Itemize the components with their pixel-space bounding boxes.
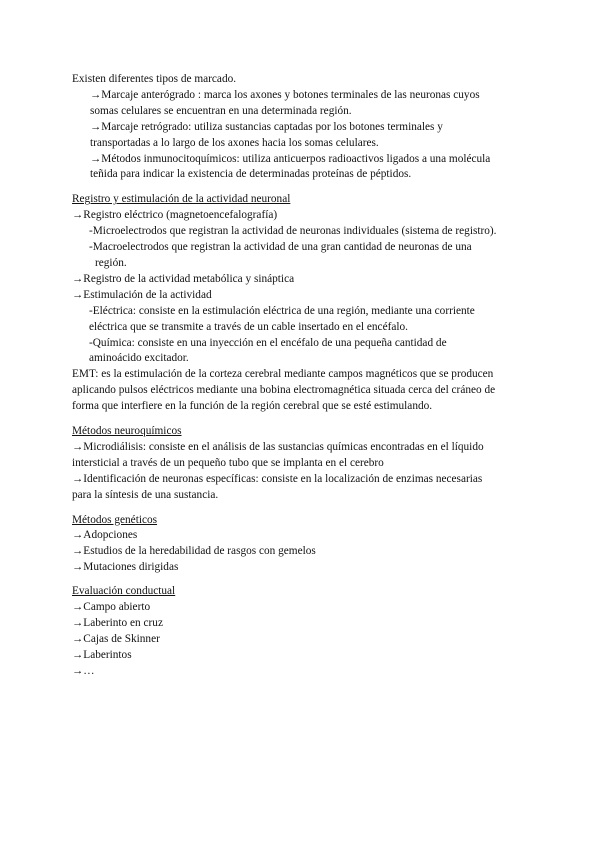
identificacion-line-1: →Identificación de neuronas específicas: consiste en la localización de enzimas necesarias [72, 472, 483, 485]
conductual-item: →Laberintos [72, 648, 132, 661]
section-gap [72, 415, 532, 424]
genetico-item: →Estudios de la heredabilidad de rasgos con gemelos [72, 545, 316, 558]
inmunocitoquimicos-line-2: teñida para indicar la existencia de determinadas proteínas de péptidos. [90, 168, 412, 181]
estimulacion-electrica-line-1: -Eléctrica: consiste en la estimulación eléctrica de una región, mediante una corriente [89, 304, 475, 317]
inmunocitoquimicos-line-1: →Métodos inmunocitoquímicos: utiliza anticuerpos radioactivos ligados a una molécula [90, 152, 491, 165]
microdialisis-line-1: →Microdiálisis: consiste en el análisis de las sustancias químicas encontradas en el líquido [72, 440, 484, 453]
marcado-intro: Existen diferentes tipos de marcado. [72, 73, 237, 85]
document-body [72, 72, 532, 680]
macroelectrodos-line-1: -Macroelectrodos que registran la actividad de una gran cantidad de neuronas de una [89, 241, 472, 254]
section-gap [72, 183, 532, 192]
conductual-item: →Campo abierto [72, 601, 151, 614]
marcaje-retrogrado-line-2: transportadas a lo largo de los axones hacia los somas celulares. [90, 136, 379, 149]
genetico-item: →Adopciones [72, 529, 138, 542]
registro-heading: Registro y estimulación de la actividad neuronal [72, 193, 291, 206]
neuroquimicos-heading: Métodos neuroquímicos [72, 425, 182, 438]
registro-metabolica: →Registro de la actividad metabólica y sináptica [72, 272, 295, 285]
registro-electrico: →Registro eléctrico (magnetoencefalografía) [72, 209, 278, 222]
estimulacion-quimica-line-2: aminoácido excitador. [89, 352, 189, 365]
section-gap [72, 504, 532, 513]
conductual-heading: Evaluación conductual [72, 585, 176, 598]
geneticos-heading: Métodos genéticos [72, 513, 158, 526]
genetico-item: →Mutaciones dirigidas [72, 561, 179, 574]
emt-line-1: EMT: es la estimulación de la corteza cerebral mediante campos magnéticos que se producen [72, 368, 494, 381]
section-gap [72, 576, 532, 584]
microdialisis-line-2: intersticial a través de un pequeño tubo que se implanta en el cerebro [72, 456, 384, 469]
marcaje-retrogrado-line-1: →Marcaje retrógrado: utiliza sustancias captadas por los botones terminales y [90, 120, 443, 133]
conductual-item: →Cajas de Skinner [72, 632, 160, 645]
identificacion-line-2: para la síntesis de una sustancia. [72, 488, 219, 501]
marcaje-anterogrado-line-2: somas celulares se encuentran en una determinada región. [90, 104, 352, 117]
estimulacion-electrica-line-2: eléctrica que se transmite a través de un cable insertado en el encéfalo. [89, 320, 408, 333]
emt-line-3: forma que interfiere en la función de la región cerebral que se esté estimulando. [72, 400, 433, 413]
marcaje-anterogrado-line-1: →Marcaje anterógrado : marca los axones y botones terminales de las neuronas cuyos [90, 88, 480, 101]
conductual-item: →… [72, 664, 95, 677]
emt-line-2: aplicando pulsos eléctricos mediante una bobina electromagnética situada cerca del cráneo de [72, 384, 496, 397]
macroelectrodos-line-2: región. [95, 256, 127, 269]
estimulacion-quimica-line-1: -Química: consiste en una inyección en el encéfalo de una pequeña cantidad de [89, 336, 447, 349]
microelectrodos: -Microelectrodos que registran la actividad de neuronas individuales (sistema de registro). [89, 225, 497, 238]
conductual-item: →Laberinto en cruz [72, 617, 163, 629]
estimulacion-actividad: →Estimulación de la actividad [72, 288, 212, 301]
